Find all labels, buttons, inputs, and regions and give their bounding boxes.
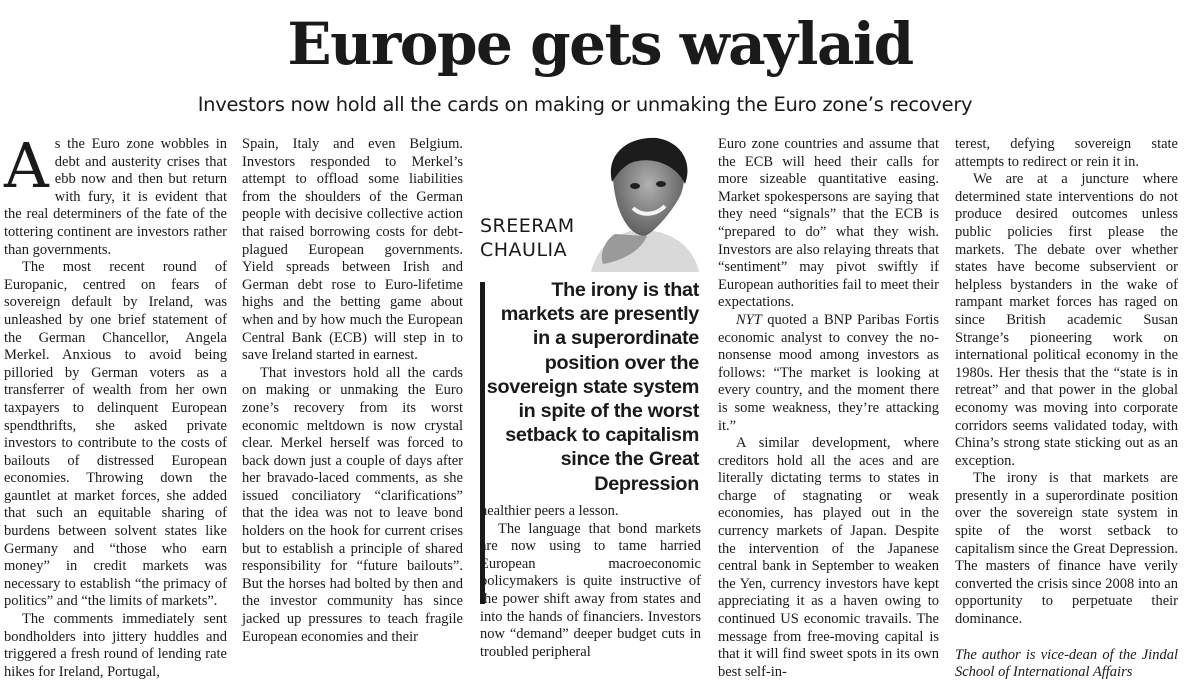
- pull-quote: The irony is that markets are presently in a superordinate position over the sovereign state system in spite of the worst setback to capitalism since the Great Depression: [486, 279, 699, 495]
- paragraph: The irony is that markets are presently in a superordinate position over the sovereign state system in spite of the worst setback to capitalism since the Great Depression. The masters of finance have verily converted the crisis since 2008 into an opportunity to perpetuate their dominance.: [955, 470, 1178, 628]
- article-column-1: [4, 129, 227, 680]
- paragraph: healthier peers a lesson.: [480, 503, 619, 519]
- byline-box: [480, 136, 701, 496]
- article-column-4: [718, 136, 939, 680]
- publication-name: NYT: [736, 311, 762, 328]
- paragraph: The language that bond markets are now using to tame harried European macroeconomic policymakers is quite instructive of the power shift away from states and into the hands of financiers. Investors now “demand” deeper budget cuts in troubled peripheral: [480, 520, 701, 660]
- paragraph: We are at a juncture where determined state interventions do not produce desired outcomes unless public policies first please the markets. The debate over whether states have become subservient or helpless bystanders in the wake of rampant market forces has raged on since British academic Susan Strange’s pioneering work on international political economy in the 1980s. Her thesis that the “state is in retreat” and that power in the global economy was moving into corporate corridors seems validated today, with China’s strong state sticking out as an exception.: [955, 171, 1178, 469]
- author-last-name: CHAULIA: [480, 239, 568, 261]
- paragraph: The comments immediately sent bondholders into jittery huddles and triggered a fresh round of lending rate hikes for Ireland, Portugal,: [4, 611, 227, 680]
- paragraph: The most recent round of Europanic, centred on fears of sovereign default by Ireland, was unleashed by one brief statement of the German Chancellor, Angela Merkel. Anxious to avoid being pilloried by German voters as a transferrer of wealth from her own taxpayers to delinquent European spendthrifts, she asked private investors to contribute to the costs of bailouts of distressed European economies. Throwing down the gauntlet at market forces, she added that such an equitable sharing of burdens between solvent states like Germany and “those who earn money” in credit markets was necessary to establish “the primacy of politics” and “the limits of markets”.: [4, 259, 227, 610]
- paragraph: NYT quoted a BNP Paribas Fortis economic analyst to convey the no-nonsense mood among investors as follows: “The market is looking at every country, and the moment there is some weakness, they’re attacking it.”: [718, 311, 939, 434]
- paragraph: As the Euro zone wobbles in debt and austerity crises that ebb now and then but return with fury, it is evident that the real determiners of the fate of the tottering continent are investors rather than governments.: [4, 129, 227, 258]
- author-first-name: SREERAM: [480, 215, 575, 237]
- author-photo: [585, 136, 701, 276]
- headline: Europe gets waylaid: [287, 10, 913, 78]
- paragraph: Spain, Italy and even Belgium. Investors responded to Merkel’s attempt to offload some liabilities from the shoulders of the German people with decisive collective action that raised borrowing costs for debt-plagued European governments. Yield spreads between Irish and German debt rose to Euro-lifetime highs and the betting game about when and by how much the European Central Bank (ECB) will step in to save Ireland started in earnest.: [242, 136, 463, 364]
- article-column-2: [242, 136, 463, 663]
- drop-cap: A: [4, 129, 49, 202]
- standfirst: Investors now hold all the cards on making or unmaking the Euro zone’s recovery: [197, 93, 973, 116]
- paragraph: That investors hold all the cards on making or unmaking the Euro zone’s recovery from its worst economic meltdown is now crystal clear. Merkel herself was forced to back down just a couple of days after her bravado-laced comments, as she issued conciliatory “clarifications” that the idea was not to leave bond holders on the hook for current crises but to establish a principle of shared responsibility for “future bailouts”. But the horses had bolted by then and the investor community has since jacked up pressures to teach fragile European economies and their: [242, 364, 463, 645]
- author-name: [480, 214, 600, 262]
- paragraph: terest, defying sovereign state attempts to redirect or rein it in.: [955, 136, 1178, 170]
- author-note: The author is vice-dean of the Jindal School of International Affairs: [955, 646, 1178, 681]
- article-column-5: [955, 136, 1178, 681]
- paragraph: A similar development, where creditors hold all the aces and are literally dictating terms to states in charge of stagnating or weak economies, has played out in the currency markets of Japan. Despite the intervention of the Japanese central bank in September to weaken the Yen, currency investors have kept appreciating it as a haven owing to continued US economic travails. The message from free-moving capital is that it will find sweet spots in its own best self-in-: [718, 435, 939, 680]
- paragraph: Euro zone countries and assume that the ECB will heed their calls for more sizeable quantitative easing. Market spokespersons are saying that they need “signals” that the ECB is “prepared to do” what they wish. Investors are also relaying threats that “sentiment” may pivot swiftly if European authorities fail to meet their expectations.: [718, 136, 939, 311]
- article-column-3: [480, 503, 701, 663]
